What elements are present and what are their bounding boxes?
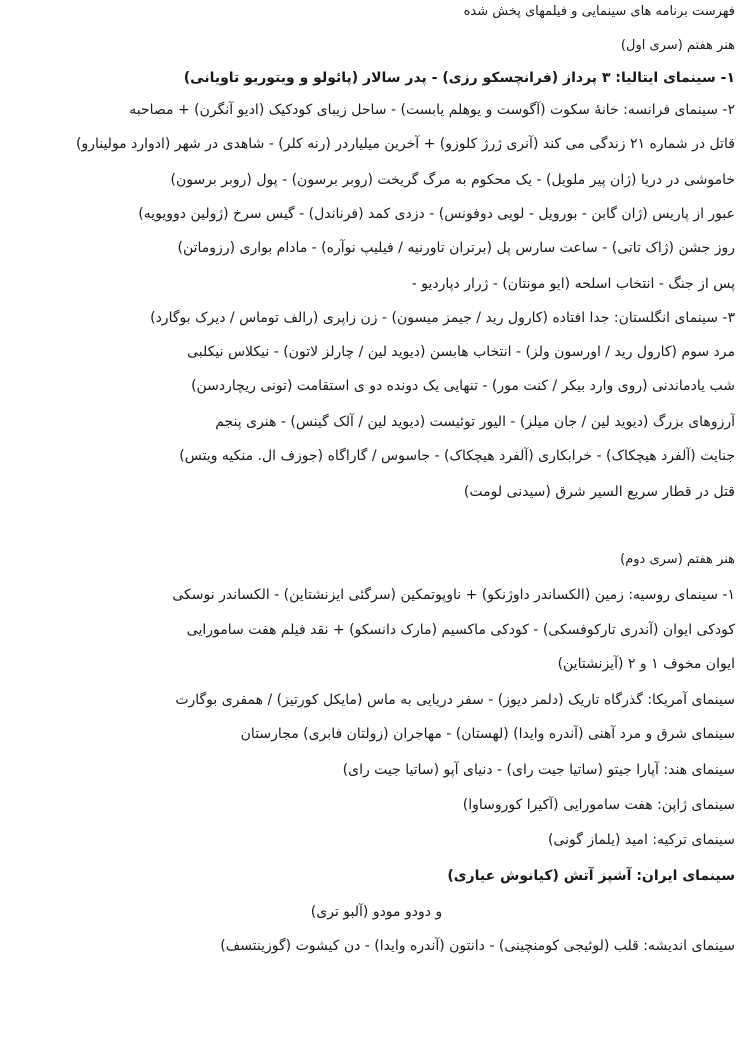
season1-line-2: ۲- سینمای فرانسه: خانهٔ سکوت (آگوست و یوهلم یابست) - ساحل زیبای کودکیک (ادیو آنگرن) + مصاحبه	[129, 102, 735, 118]
season1-line-10: شب یادماندنی (روی وارد بیکر / کنت مور) - تنهایی یک دونده دو ی استقامت (تونی ریچاردسن)	[191, 378, 735, 394]
season2-line-8: سینمای ترکیه: امید (یلماز گونی)	[547, 832, 735, 848]
season1-line-8: ۳- سینمای انگلستان: جدا افتاده (کارول رید / جیمز میسون) - زن زاپری (رالف توماس / دیرک بوگارد)	[150, 310, 735, 326]
season1-line-11: آرزوهای بزرگ (دیوید لین / جان میلز) - الیور توئیست (دیوید لین / آلک گینس) - هنری پنجم	[215, 414, 735, 430]
season2-line-4: سینمای آمریکا: گذرگاه تاریک (دلمر دیوز) - سفر دریایی به ماس (مایکل کورتیز) / همفری بوگارت	[175, 692, 735, 708]
season1-line-5: عبور از پاریس (ژان گابن - بورویل - لویی دوفونس) - دزدی کمد (فرناندل) - گیس سرخ (ژولین دوویویه)	[138, 206, 735, 222]
season1-heading: هنر هفتم (سری اول)	[620, 38, 735, 53]
season2-line-1: ۱- سینمای روسیه: زمین (الکساندر داوژنکو) + ناوپوتمکین (سرگئی ایزنشتاین) - الکساندر نوسکی	[172, 587, 735, 603]
season1-line-7: پس از جنگ - انتخاب اسلحه (ایو مونتان) - ژرار دپاردیو -	[411, 276, 735, 292]
season2-line-11: سینمای اندیشه: قلب (لوئیجی کومنچینی) - دانتون (آندره وایدا) - دن کیشوت (گوزینتسف)	[220, 938, 735, 954]
season1-line-3: قاتل در شماره ۲۱ زندگی می کند (آنری ژرژ کلوزو) + آخرین میلیاردر (رنه کلر) - شاهدی در شهر (ادوارد مولینارو)	[75, 136, 735, 152]
season1-line-6: روز جشن (ژاک تاتی) - ساعت سارس پل (برتران تاورنیه / فیلیپ نوآره) - مادام بواری (رزوماتن)	[177, 240, 735, 256]
season1-line-12: جنایت (آلفرد هیچکاک) - خرابکاری (آلفرد هیچکاک) - جاسوس / گاراگاه (جوزف ال. منکیه ویتس)	[179, 448, 735, 464]
season2-line-7: سینمای ژاپن: هفت سامورایی (آکیرا کوروساوا)	[462, 797, 735, 813]
season1-line-4: خاموشی در دریا (ژان پیر ملویل) - یک محکوم به مرگ گریخت (روبر برسون) - پول (روبر برسون)	[170, 172, 735, 188]
page-title: فهرست برنامه های سینمایی و فیلمهای پخش شده	[463, 4, 735, 19]
season2-heading: هنر هفتم (سری دوم)	[620, 552, 735, 567]
season2-line-5: سینمای شرق و مرد آهنی (آندره وایدا) (لهستان) - مهاجران (زولتان فابری) مجارستان	[240, 726, 735, 742]
season2-line-9: سینمای ایران: آشپز آتش (کیانوش عیاری)	[447, 868, 735, 884]
season1-line-13: قتل در قطار سریع السیر شرق (سیدنی لومت)	[463, 484, 735, 500]
season1-line-9: مرد سوم (کارول رید / اورسون ولز) - انتخاب هابسن (دیوید لین / چارلز لاتون) - نیکلاس نیکلبی	[187, 344, 735, 360]
season1-line-1: ۱- سینمای ایتالیا: ۳ پرداز (فرانچسکو رزی) - پدر سالار (پائولو و ویتوریو تاویانی)	[183, 70, 735, 86]
season2-line-3: ایوان مخوف ۱ و ۲ (آیزنشتاین)	[557, 656, 735, 672]
season2-line-10: و دودو مودو (آلبو تری)	[310, 904, 443, 920]
season2-line-6: سینمای هند: آپارا جیتو (ساتیا جیت رای) - دنیای آپو (ساتیا جیت رای)	[342, 762, 735, 778]
season2-line-2: کودکی ایوان (آندری تارکوفسکی) - کودکی ماکسیم (مارک دانسکو) + نقد فیلم هفت سامورایی	[186, 622, 735, 638]
